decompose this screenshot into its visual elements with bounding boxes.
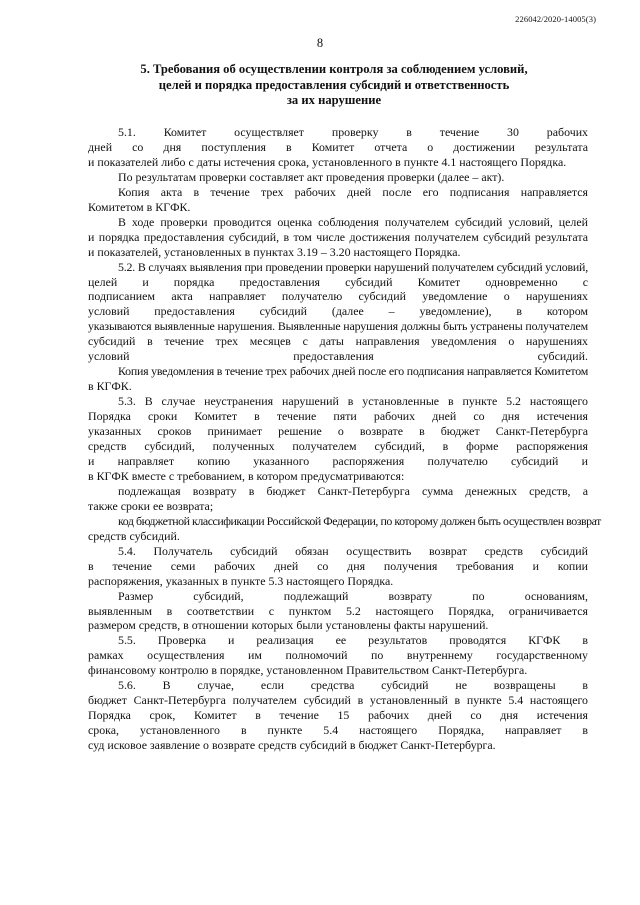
document-number: 226042/2020-14005(3) xyxy=(515,14,596,24)
paragraph-check-assessment xyxy=(88,215,588,260)
paragraph-5-2 xyxy=(88,260,588,365)
paragraph-5-1 xyxy=(88,125,588,170)
text-line: 5.6. В случае, если средства субсидий не возвращены в xyxy=(118,678,588,693)
section-heading-line-3: за их нарушение xyxy=(286,93,382,107)
text-line: Порядка сроки Комитет в течение пяти рабочих дней со дня истечения xyxy=(88,409,588,424)
paragraph-5-3 xyxy=(88,394,588,484)
paragraph-check-results xyxy=(88,170,588,185)
text-line: В ходе проверки проводится оценка соблюдения получателем субсидий условий, целей xyxy=(118,214,588,229)
text-line: суд исковое заявление о возврате средств субсидий в бюджет Санкт-Петербурга. xyxy=(88,738,496,753)
paragraph-act-copy xyxy=(88,185,588,215)
paragraph-refund-size xyxy=(88,589,588,634)
text-line: распоряжения, указанных в пункте 5.3 настоящего Порядка. xyxy=(88,573,394,588)
text-line: 5.2. В случаях выявления при проведении проверки нарушений получателем субсидий условий, xyxy=(118,259,588,274)
text-line: 5.3. В случае неустранения нарушений в установленные в пункте 5.2 настоящего xyxy=(118,394,588,409)
text-line: условий предоставления субсидий. xyxy=(88,349,588,364)
text-line: выявленным в соответствии с пунктом 5.2 настоящего Порядка, ограничивается xyxy=(88,603,588,618)
paragraph-5-6 xyxy=(88,678,588,753)
section-heading-line-1: 5. Требования об осуществлении контроля за соблюдением условий, xyxy=(140,62,528,76)
text-line: подлежащая возврату в бюджет Санкт-Петербурга сумма денежных средств, а xyxy=(118,483,588,498)
text-line: Размер субсидий, подлежащий возврату по основаниям, xyxy=(118,588,588,603)
text-line: указываются выявленные нарушения. Выявленные нарушения должны быть устранены получателем xyxy=(88,319,588,334)
text-line: бюджет Санкт-Петербурга получателем субсидий в установленный в пункте 5.4 настоящего xyxy=(88,693,588,708)
page-number: 8 xyxy=(316,36,324,50)
text-line: дней со дня поступления в Комитет отчета о достижении результата xyxy=(88,139,588,154)
section-heading-line-2: целей и порядка предоставления субсидий и ответственность xyxy=(158,77,510,92)
paragraph-notice-copy xyxy=(88,364,588,394)
text-line: размером средств, в отношении которых были установлены факты нарушений. xyxy=(88,618,489,633)
text-line: в КГФК. xyxy=(88,379,132,394)
text-line: Комитетом в КГФК. xyxy=(88,199,191,214)
text-line: Копия акта в течение трех рабочих дней после его подписания направляется xyxy=(118,184,588,199)
paragraph-5-4 xyxy=(88,544,588,589)
text-line: финансовому контролю в порядке, установленном Правительством Санкт-Петербурга. xyxy=(88,663,528,678)
paragraph-budget-code xyxy=(88,513,601,544)
document-body xyxy=(88,125,601,753)
text-line: Порядка срок, Комитет в течение 15 рабочих дней со дня истечения xyxy=(88,708,588,723)
text-line: 5.1. Комитет осуществляет проверку в течение 30 рабочих xyxy=(118,125,588,139)
paragraph-refund-amount xyxy=(88,484,588,514)
text-line: рамках осуществления им полномочий по внутреннему государственному xyxy=(88,648,588,663)
text-line: средств субсидий, полученных получателем субсидий, в форме распоряжения xyxy=(88,439,588,454)
text-line: подписанием акта направляет получателю субсидий уведомление о нарушениях xyxy=(88,289,588,304)
text-line: целей и порядка предоставления субсидий Комитет одновременно с xyxy=(88,274,588,289)
text-line: срока, установленного в пункте 5.4 настоящего Порядка, направляет в xyxy=(88,723,588,738)
text-line: также сроки ее возврата; xyxy=(88,498,214,513)
text-line: средств субсидий. xyxy=(88,528,180,543)
text-line: условий предоставления субсидий (далее – уведомление), в котором xyxy=(88,304,588,319)
text-line: в КГФК вместе с требованием, в котором предусматриваются: xyxy=(88,468,405,483)
text-line: и порядка предоставления субсидий, в том числе достижения получателем субсидий результата xyxy=(88,229,588,244)
text-line: субсидий в течение трех месяцев с даты направления уведомления о нарушениях xyxy=(88,334,588,349)
text-line: код бюджетной классификации Российской Федерации, по которому должен быть осуществлен возврат xyxy=(118,513,601,528)
text-line: 5.5. Проверка и реализация ее результатов проводятся КГФК в xyxy=(118,633,588,648)
text-line: и направляет копию указанного распоряжения получателю субсидий и xyxy=(88,453,588,468)
text-line: и показателей, установленных в пунктах 3.19 – 3.20 настоящего Порядка. xyxy=(88,244,461,259)
text-line: и показателей либо с даты истечения срока, установленного в пункте 4.1 настоящего Порядка. xyxy=(88,154,567,169)
section-heading xyxy=(84,62,584,109)
text-line: в течение семи рабочих дней со дня получения требования и копии xyxy=(88,558,588,573)
text-line: указанных сроков принимает решение о возврате в бюджет Санкт-Петербурга xyxy=(88,424,588,439)
text-line: 5.4. Получатель субсидий обязан осуществить возврат средств субсидий xyxy=(118,543,588,558)
text-line: По результатам проверки составляет акт проведения проверки (далее – акт). xyxy=(118,169,505,184)
paragraph-5-5 xyxy=(88,633,588,678)
text-line: Копия уведомления в течение трех рабочих дней после его подписания направляется Комитетом xyxy=(118,364,588,379)
